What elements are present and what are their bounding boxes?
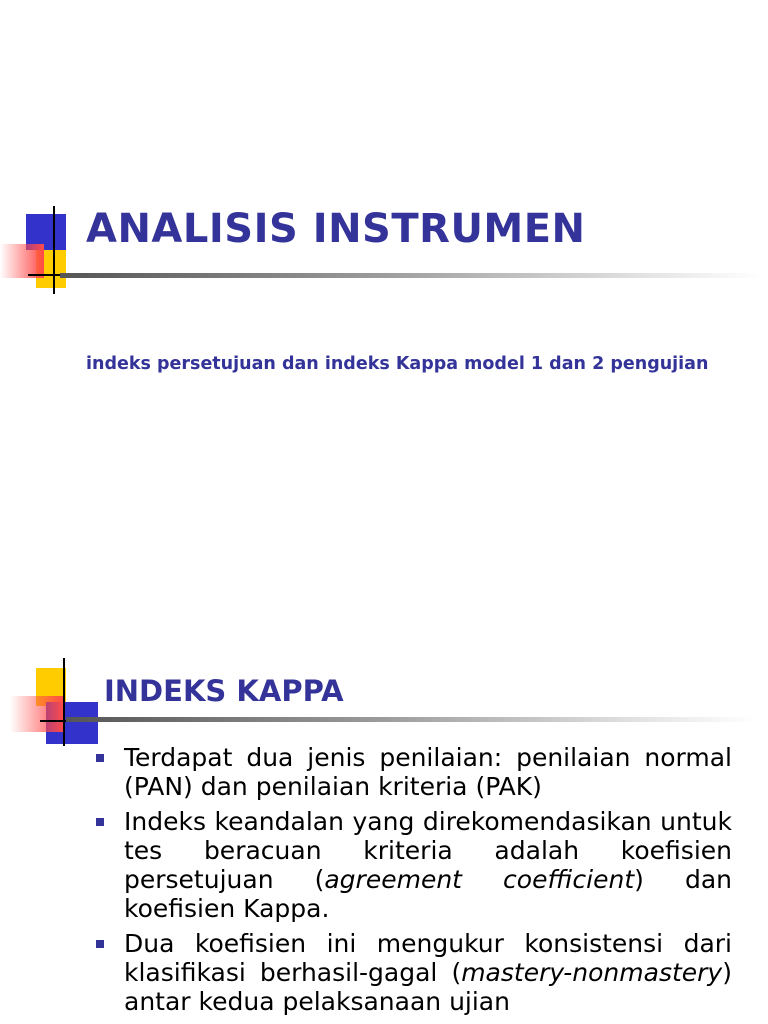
bullet-text: Indeks keandalan yang direkomendasikan untuk tes beracuan kriteria adalah koefisien persetujuan (agreement coefficient) dan koefisien Kappa. xyxy=(124,807,732,923)
slide-subtitle: indeks persetujuan dan indeks Kappa model 1 dan 2 pengujian xyxy=(86,354,709,374)
square-bullet-icon xyxy=(96,818,104,826)
bullet-list xyxy=(96,743,732,1022)
corner-decoration xyxy=(0,200,90,300)
square-bullet-icon xyxy=(96,754,104,762)
slide-heading: INDEKS KAPPA xyxy=(104,674,344,708)
bullet-text: Terdapat dua jenis penilaian: penilaian normal (PAN) dan penilaian kriteria (PAK) xyxy=(124,743,732,801)
slide-indeks-kappa xyxy=(0,640,768,1024)
bullet-item xyxy=(96,743,732,801)
square-bullet-icon xyxy=(96,940,104,948)
slide-title-heading: ANALISIS INSTRUMEN xyxy=(86,206,586,252)
corner-decoration xyxy=(0,658,110,753)
title-underline xyxy=(60,273,760,278)
bullet-item xyxy=(96,929,732,1016)
bullet-item xyxy=(96,807,732,923)
title-underline xyxy=(66,717,756,722)
bullet-text: Dua koefisien ini mengukur konsistensi dari klasifikasi berhasil-gagal (mastery-nonmastery) antar kedua pelaksanaan ujian xyxy=(124,929,732,1016)
